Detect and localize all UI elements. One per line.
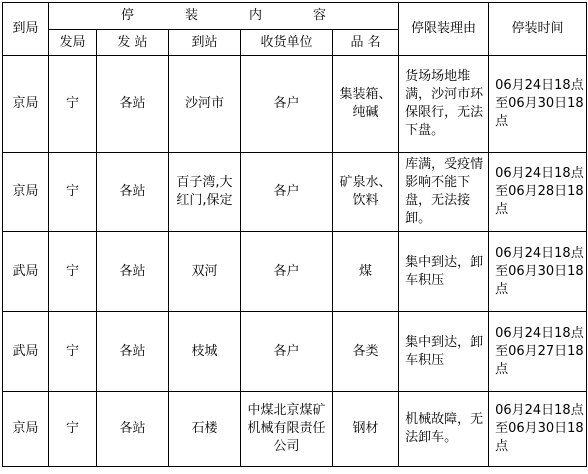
cell-consignee: 各户 [241, 232, 333, 312]
cell-goods: 钢材 [333, 392, 399, 467]
cell-dest-station: 石楼 [169, 392, 241, 467]
header-reason: 停限装理由 [399, 3, 489, 56]
cell-origin-station: 各站 [97, 56, 169, 153]
cell-origin-bureau: 宁 [49, 56, 97, 153]
header-group-char: 内 [249, 8, 263, 23]
header-group-char: 停 [121, 8, 135, 23]
cell-time: 06月24日18点至06月30日18点 [489, 392, 587, 467]
cell-dest-bureau: 武局 [3, 312, 49, 392]
header-destination-station: 到站 [169, 30, 241, 56]
cell-goods: 各类 [333, 312, 399, 392]
cell-origin-station: 各站 [97, 312, 169, 392]
table-row [3, 392, 587, 467]
cell-dest-bureau: 京局 [3, 153, 49, 232]
table-row [3, 56, 587, 153]
header-group-title [49, 3, 399, 30]
cell-dest-station: 百子湾,大红门,保定 [169, 153, 241, 232]
header-origin-station: 发 站 [97, 30, 169, 56]
table-row [3, 232, 587, 312]
cell-reason: 库满，受疫情影响不能下盘，无法接卸。 [399, 153, 489, 232]
header-consignee: 收货单位 [241, 30, 333, 56]
cell-origin-bureau: 宁 [49, 392, 97, 467]
cell-goods: 煤 [333, 232, 399, 312]
cell-goods: 集装箱、纯碱 [333, 56, 399, 153]
header-time: 停装时间 [489, 3, 587, 56]
header-row-1 [3, 3, 587, 30]
cell-consignee: 各户 [241, 153, 333, 232]
cell-origin-station: 各站 [97, 392, 169, 467]
cell-dest-station: 沙河市 [169, 56, 241, 153]
cell-time: 06月24日18点至06月28日18点 [489, 153, 587, 232]
cell-time: 06月24日18点至06月30日18点 [489, 232, 587, 312]
table-row [3, 312, 587, 392]
header-group-char: 容 [313, 8, 327, 23]
header-origin-bureau: 发局 [49, 30, 97, 56]
cell-dest-bureau: 武局 [3, 232, 49, 312]
cell-origin-station: 各站 [97, 232, 169, 312]
table-row [3, 153, 587, 232]
cell-time: 06月24日18点至06月30日18点 [489, 56, 587, 153]
header-destination-bureau: 到局 [3, 3, 49, 56]
cell-consignee: 各户 [241, 312, 333, 392]
cell-origin-bureau: 宁 [49, 232, 97, 312]
cell-dest-station: 双河 [169, 232, 241, 312]
cell-reason: 集中到达，卸车积压 [399, 232, 489, 312]
cell-consignee: 中煤北京煤矿机械有限责任公司 [241, 392, 333, 467]
cell-reason: 机械故障，无法卸车。 [399, 392, 489, 467]
cell-origin-station: 各站 [97, 153, 169, 232]
cell-consignee: 各户 [241, 56, 333, 153]
cell-dest-bureau: 京局 [3, 392, 49, 467]
cell-dest-bureau: 京局 [3, 56, 49, 153]
cell-goods: 矿泉水、饮料 [333, 153, 399, 232]
cell-reason: 集中到达，卸车积压 [399, 312, 489, 392]
cell-time: 06月24日18点至06月27日18点 [489, 312, 587, 392]
cell-origin-bureau: 宁 [49, 153, 97, 232]
cell-reason: 货场场地堆满，沙河市环保限行，无法下盘。 [399, 56, 489, 153]
suspension-table [2, 2, 587, 467]
cell-dest-station: 枝城 [169, 312, 241, 392]
header-goods: 品 名 [333, 30, 399, 56]
header-group-char: 装 [185, 8, 199, 23]
cell-origin-bureau: 宁 [49, 312, 97, 392]
